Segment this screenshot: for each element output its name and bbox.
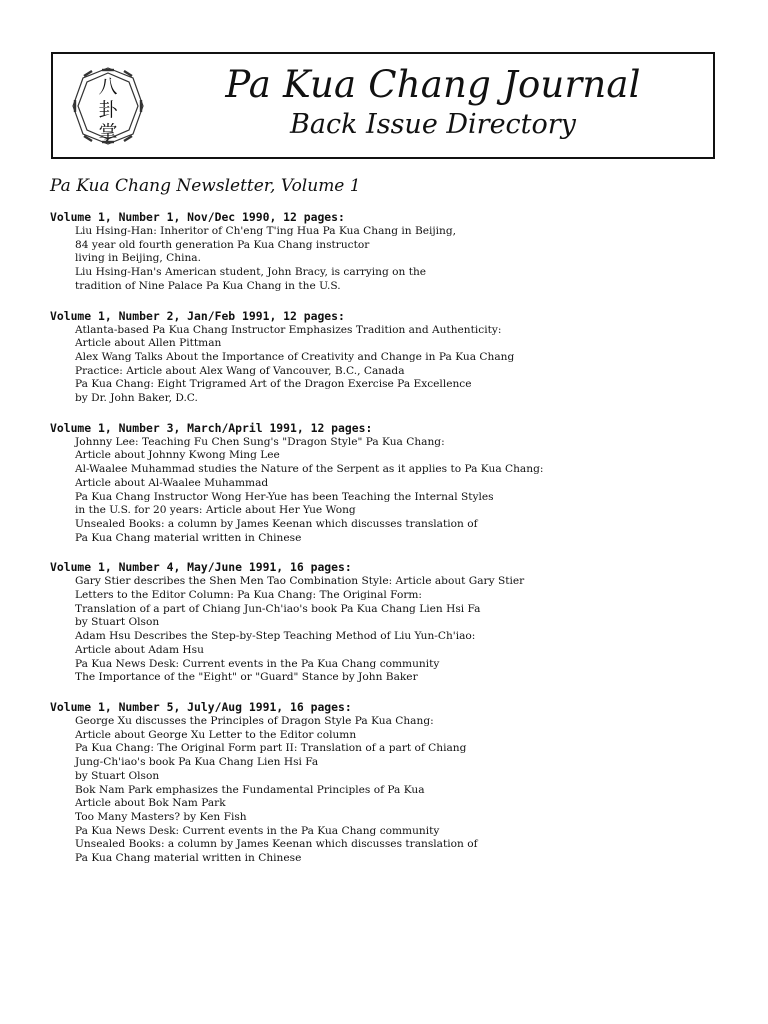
issue-heading: Volume 1, Number 1, Nov/Dec 1990, 12 pages:	[50, 210, 345, 224]
issue-entry	[50, 210, 730, 294]
logo-glyph-2: 卦	[98, 99, 118, 121]
issue-article-line: Article about Allen Pittman	[75, 337, 222, 350]
issue-entry	[50, 700, 730, 866]
issue-article-line: Pa Kua News Desk: Current events in the Pa Kua Chang community	[75, 657, 440, 670]
journal-title: Pa Kua Chang Journal	[225, 63, 641, 106]
issue-article-line: Gary Stier describes the Shen Men Tao Combination Style: Article about Gary Stier	[75, 575, 525, 588]
issue-article-line: Liu Hsing-Han: Inheritor of Ch'eng T'ing Hua Pa Kua Chang in Beijing,	[75, 225, 457, 237]
issue-article-line: in the U.S. for 20 years: Article about Her Yue Wong	[75, 504, 356, 517]
issue-article-line: Pa Kua Chang: Eight Trigramed Art of the Dragon Exercise Pa Excellence	[75, 378, 472, 391]
issue-article-line: The Importance of the "Eight" or "Guard" Stance by John Baker	[75, 671, 418, 684]
issue-heading: Volume 1, Number 5, July/Aug 1991, 16 pages:	[50, 699, 352, 714]
issue-list	[50, 210, 730, 881]
issue-article-line: Article about Adam Hsu	[75, 643, 204, 656]
issue-article-line: by Stuart Olson	[75, 616, 160, 629]
issue-article-line: Article about Bok Nam Park	[75, 797, 226, 810]
issue-article-line: Jung-Ch'iao's book Pa Kua Chang Lien Hsi Fa	[75, 756, 319, 769]
issue-heading: Volume 1, Number 2, Jan/Feb 1991, 12 pages:	[50, 308, 345, 323]
issue-article-line: Pa Kua News Desk: Current events in the Pa Kua Chang community	[75, 824, 440, 837]
issue-article-line: 84 year old fourth generation Pa Kua Chang instructor	[75, 238, 370, 251]
issue-article-line: Pa Kua Chang: The Original Form part II: Translation of a part of Chiang	[75, 742, 467, 755]
logo-glyph-3: 掌	[98, 122, 118, 144]
issue-article-line: Atlanta-based Pa Kua Chang Instructor Emphasizes Tradition and Authenticity:	[75, 323, 502, 336]
issue-article-line: by Dr. John Baker, D.C.	[75, 392, 198, 405]
issue-article-line: Article about Al-Waalee Muhammad	[75, 476, 269, 489]
journal-subtitle: Back Issue Directory	[290, 109, 576, 140]
issue-article-line: Unsealed Books: a column by James Keenan which discusses translation of	[75, 838, 478, 851]
issue-article-line: Letters to the Editor Column: Pa Kua Chang: The Original Form:	[75, 589, 423, 602]
issue-article-line: Alex Wang Talks About the Importance of Creativity and Change in Pa Kua Chang	[75, 350, 515, 363]
issue-article-line: Johnny Lee: Teaching Fu Chen Sung's "Dragon Style" Pa Kua Chang:	[75, 435, 445, 448]
issue-article-line: Adam Hsu Describes the Step-by-Step Teaching Method of Liu Yun-Ch'iao:	[75, 630, 476, 643]
issue-entry	[50, 560, 730, 685]
issue-article-line: Unsealed Books: a column by James Keenan which discusses translation of	[75, 517, 478, 530]
section-title: Pa Kua Chang Newsletter, Volume 1	[50, 176, 361, 196]
issue-article-line: Pa Kua Chang material written in Chinese	[75, 531, 302, 544]
issue-article-line: Article about George Xu Letter to the Editor column	[75, 728, 357, 741]
issue-article-line: tradition of Nine Palace Pa Kua Chang in the U.S.	[75, 279, 341, 292]
issue-article-line: Al-Waalee Muhammad studies the Nature of the Serpent as it applies to Pa Kua Chang:	[75, 463, 544, 476]
issue-article-line: Article about Johnny Kwong Ming Lee	[75, 449, 280, 462]
issue-article-line: Pa Kua Chang material written in Chinese	[75, 852, 302, 865]
issue-article-line: Practice: Article about Alex Wang of Vancouver, B.C., Canada	[75, 364, 405, 377]
issue-article-line: Bok Nam Park emphasizes the Fundamental Principles of Pa Kua	[75, 783, 425, 796]
issue-article-line: Too Many Masters? by Ken Fish	[75, 810, 247, 823]
journal-header	[51, 52, 715, 159]
issue-entry	[50, 309, 730, 406]
issue-article-line: living in Beijing, China.	[75, 252, 201, 265]
issue-article-line: Pa Kua Chang Instructor Wong Her-Yue has been Teaching the Internal Styles	[75, 490, 494, 503]
issue-heading: Volume 1, Number 4, May/June 1991, 16 pages:	[50, 560, 352, 575]
issue-article-line: by Stuart Olson	[75, 769, 160, 782]
issue-article-line: Liu Hsing-Han's American student, John Bracy, is carrying on the	[75, 266, 427, 279]
bagua-logo-icon	[69, 60, 147, 152]
logo-glyph-1: 八	[98, 76, 118, 98]
issue-article-line: George Xu discusses the Principles of Dragon Style Pa Kua Chang:	[75, 714, 434, 727]
issue-heading: Volume 1, Number 3, March/April 1991, 12 pages:	[50, 420, 373, 435]
issue-article-line: Translation of a part of Chiang Jun-Ch'iao's book Pa Kua Chang Lien Hsi Fa	[75, 602, 481, 615]
issue-entry	[50, 421, 730, 546]
